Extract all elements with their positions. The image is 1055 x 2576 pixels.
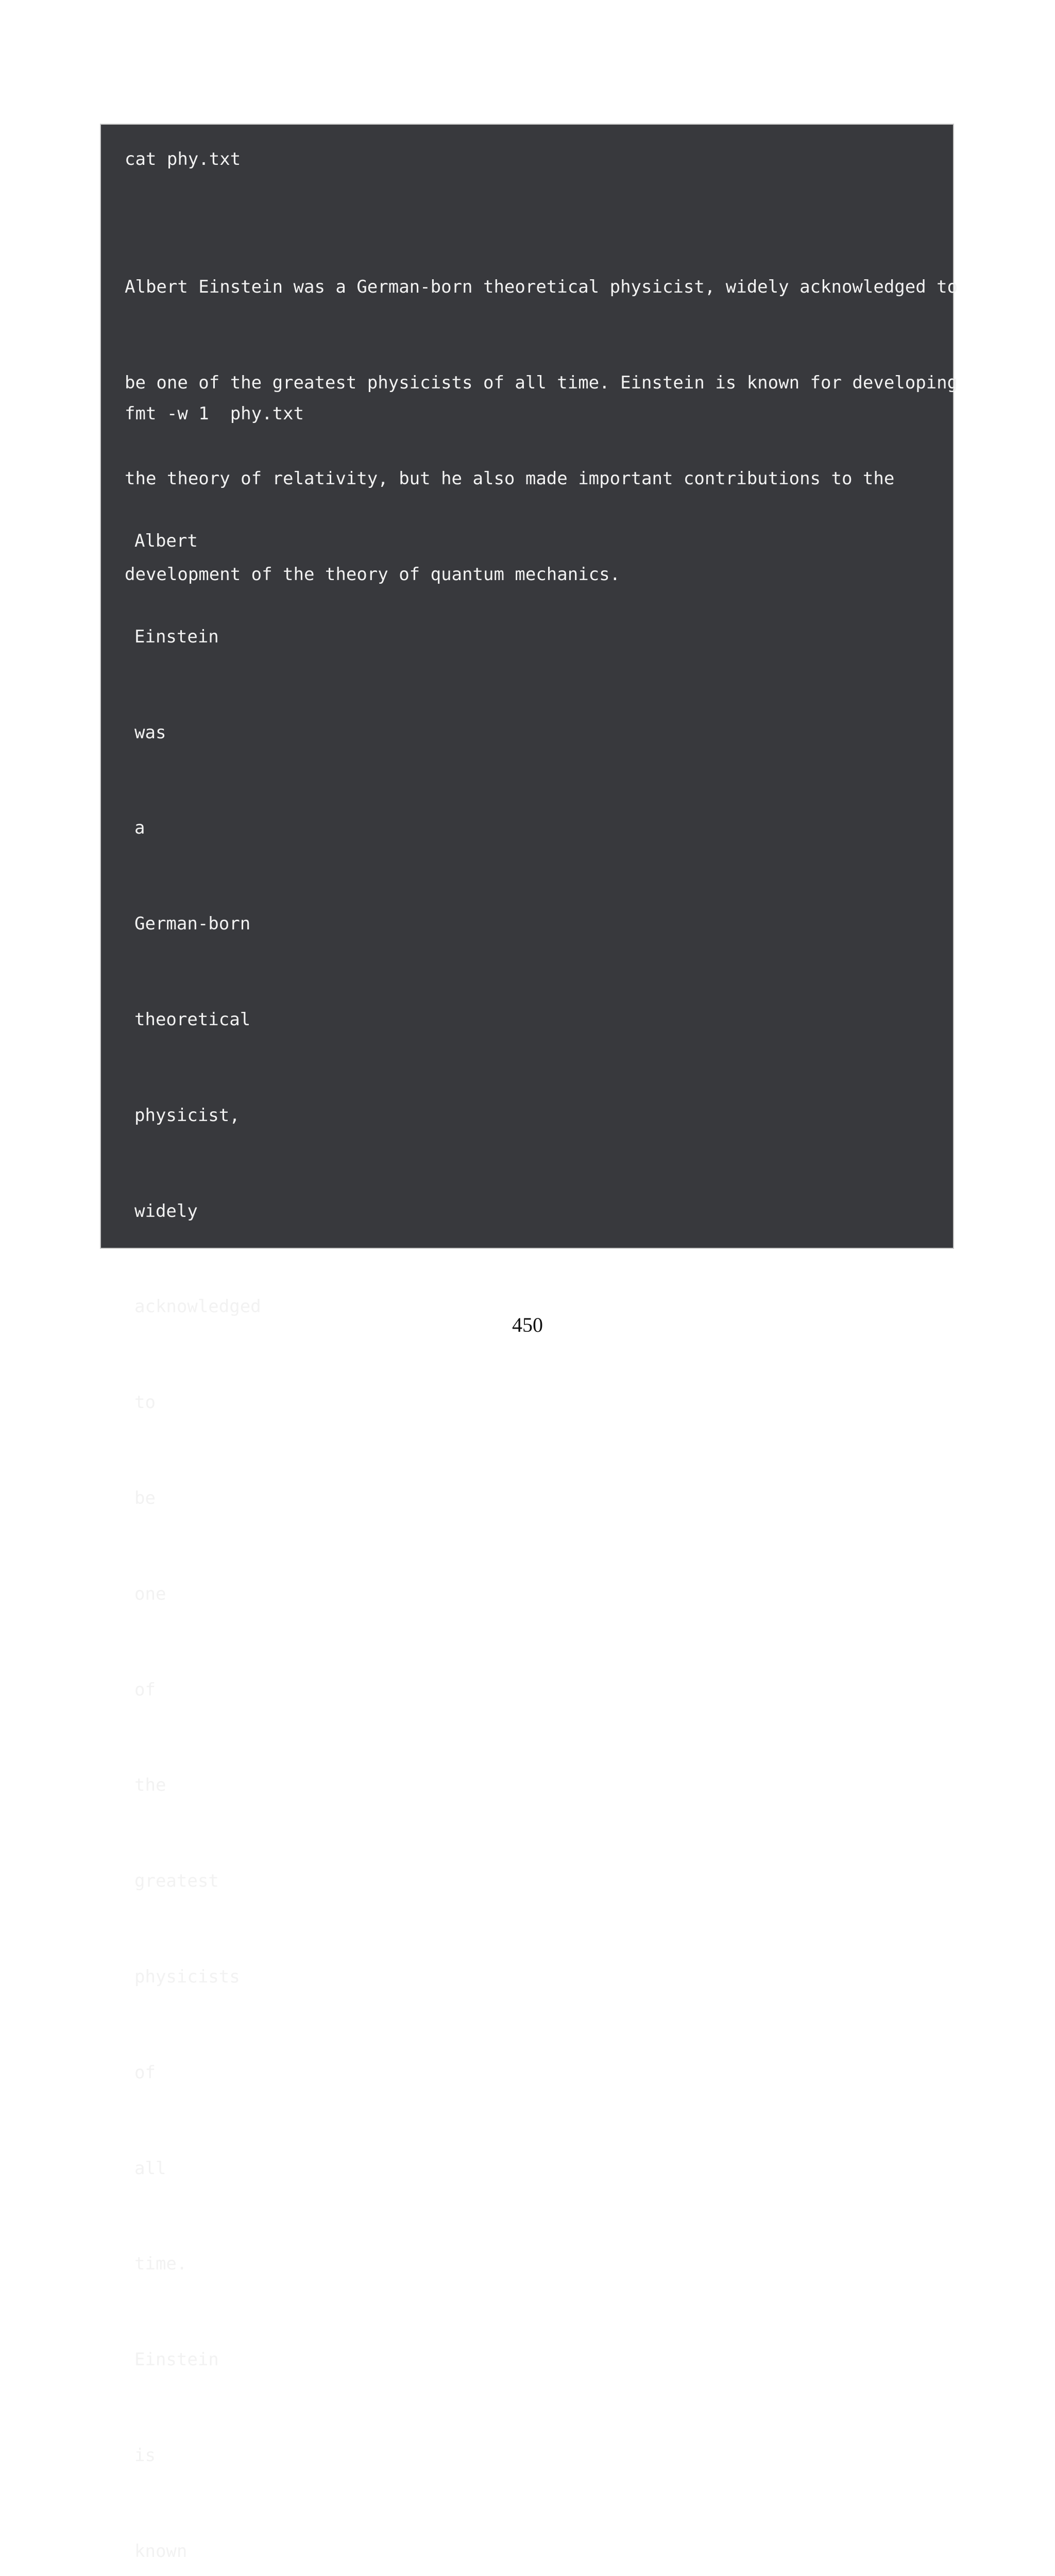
fmt-output-word: Einstein: [134, 2349, 219, 2370]
fmt-output-word: to: [134, 1392, 156, 1413]
fmt-output-word: one: [134, 1583, 166, 1604]
fmt-output-word: German-born: [134, 913, 251, 935]
fmt-output-word: be: [134, 1487, 156, 1509]
cat-output-line: the theory of relativity, but he also made important contributions to the: [125, 468, 895, 489]
fmt-output-word: of: [134, 1679, 156, 1700]
command-cat: cat phy.txt: [125, 149, 241, 170]
page-number: 450: [512, 1313, 543, 1336]
fmt-output-word: acknowledged: [134, 1296, 261, 1317]
fmt-output-word: of: [134, 2062, 156, 2083]
fmt-output-word: widely: [134, 1200, 198, 1222]
cat-output-line: Albert Einstein was a German-born theoretical physicist, widely acknowledged to: [125, 277, 958, 297]
fmt-output-word: all: [134, 2158, 166, 2179]
fmt-output-word: Einstein: [134, 626, 219, 647]
fmt-output-word: the: [134, 1775, 166, 1796]
fmt-output-word: theoretical: [134, 1009, 251, 1030]
command-fmt: fmt -w 1 phy.txt: [125, 403, 304, 424]
fmt-output-word: known: [134, 2540, 188, 2562]
cat-output-line: be one of the greatest physicists of all time. Einstein is known for developing: [125, 372, 958, 393]
fmt-output-word: time.: [134, 2253, 188, 2275]
cat-output-line: development of the theory of quantum mechanics.: [125, 564, 621, 585]
fmt-output: [134, 462, 261, 2576]
fmt-output-word: a: [134, 818, 145, 839]
fmt-output-word: Albert: [134, 531, 198, 551]
fmt-output-word: is: [134, 2445, 156, 2466]
fmt-output-word: physicist,: [134, 1105, 240, 1126]
fmt-output-word: was: [134, 722, 166, 743]
fmt-output-word: greatest: [134, 1871, 219, 1892]
fmt-output-word: physicists: [134, 1966, 240, 1987]
